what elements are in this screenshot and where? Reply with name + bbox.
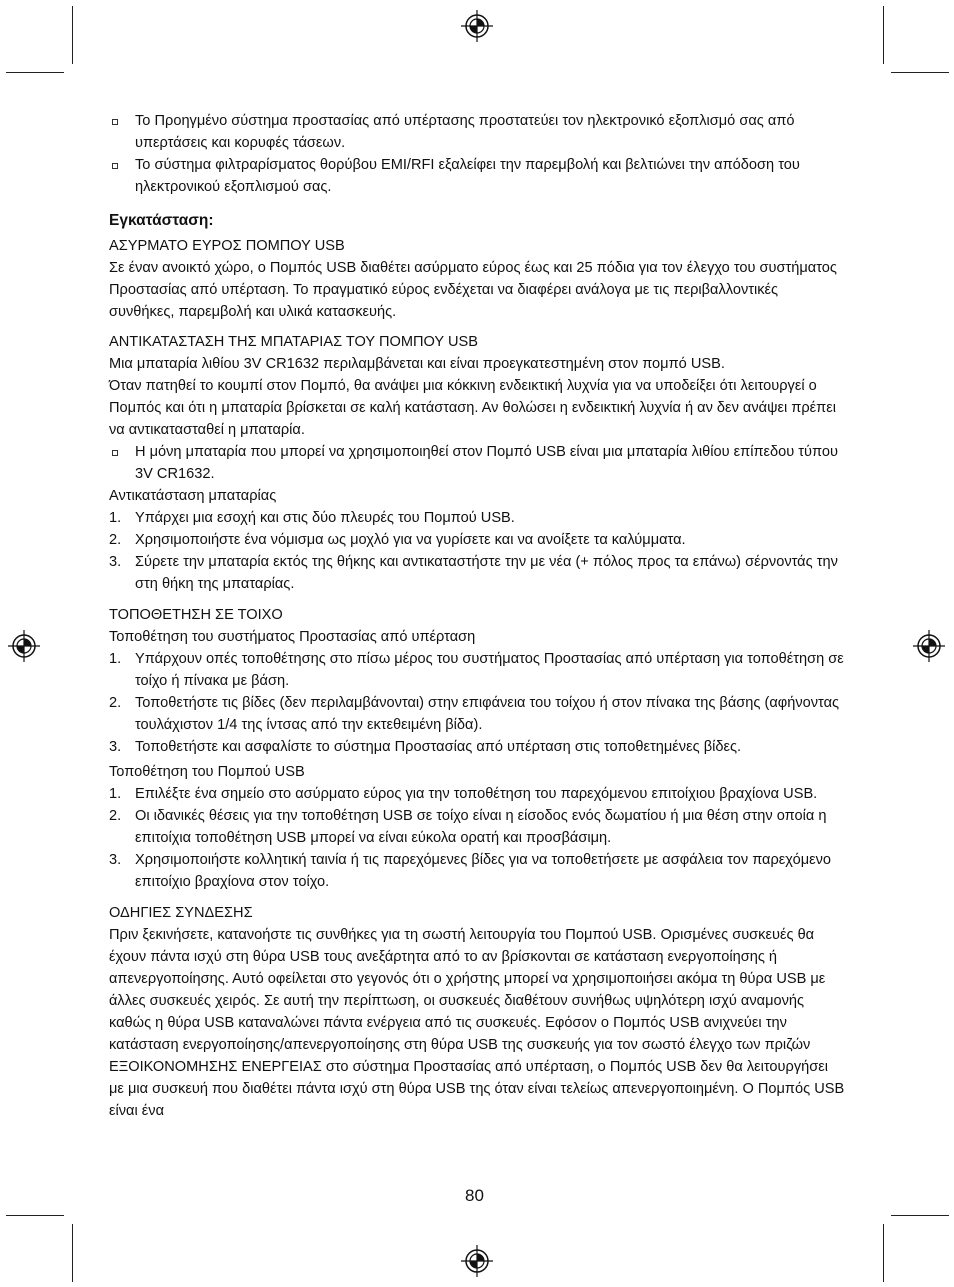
registration-mark-icon (913, 630, 945, 662)
registration-mark-icon (461, 10, 493, 42)
list-item (109, 529, 846, 551)
step-text: Οι ιδανικές θέσεις για την τοποθέτηση USB σε τοίχο είναι η είσοδος ενός δωματίου ή μια θέση στην οποία η επιτοίχια τοποθέτηση USB μπορεί να είναι εύκολα ορατή και προσβάσιμη. (135, 808, 827, 846)
battery-steps (109, 507, 846, 595)
protector-mount-steps (109, 648, 846, 758)
step-text: Χρησιμοποιήστε κολλητική ταινία ή τις παρεχόμενες βίδες για να τοποθετήσετε με ασφάλεια τον παρεχόμενο επιτοίχιο βραχίονα στον τοίχο. (135, 852, 832, 890)
crop-mark (891, 1215, 949, 1216)
step-number: 3. (109, 739, 122, 755)
paragraph: Μια μπαταρία λιθίου 3V CR1632 περιλαμβάνεται και είναι προεγκατεστημένη στον πομπό USB. (109, 356, 725, 372)
subsection-title: ΤΟΠΟΘΕΤΗΣΗ ΣΕ ΤΟΙΧΟ (109, 607, 283, 623)
step-number: 2. (109, 532, 122, 548)
list-item (109, 692, 846, 736)
subsection-title: ΑΣΥΡΜΑΤΟ ΕΥΡΟΣ ΠΟΜΠΟΥ USB (109, 238, 345, 254)
crop-mark (72, 1224, 73, 1282)
list-item (109, 849, 846, 893)
list-item (109, 507, 846, 529)
crop-mark (883, 1224, 884, 1282)
crop-mark (6, 1215, 64, 1216)
subsection-title: ΟΔΗΓΙΕΣ ΣΥΝΔΕΣΗΣ (109, 905, 253, 921)
list-item: Το Προηγμένο σύστημα προστασίας από υπέρτασης προστατεύει τον ηλεκτρονικό εξοπλισμό σας από υπερτάσεις και κορυφές τάσεων. (109, 110, 846, 154)
step-text: Επιλέξτε ένα σημείο στο ασύρματο εύρος για την τοποθέτηση του παρεχόμενου επιτοίχιου βραχίονα USB. (135, 786, 818, 802)
transmitter-mount-steps (109, 783, 846, 893)
list-item (109, 783, 846, 805)
crop-mark (883, 6, 884, 64)
crop-mark (891, 72, 949, 73)
step-number: 2. (109, 695, 122, 711)
list-item: Η μόνη μπαταρία που μπορεί να χρησιμοποιηθεί στον Πομπό USB είναι μια μπαταρία λιθίου επίπεδου τύπου 3V CR1632. (109, 441, 846, 485)
list-item (109, 648, 846, 692)
list-item (109, 805, 846, 849)
document-body (109, 110, 846, 1122)
crop-mark (6, 72, 64, 73)
page-number: 80 (465, 1186, 484, 1205)
registration-mark-icon (461, 1245, 493, 1277)
step-text: Χρησιμοποιήστε ένα νόμισμα ως μοχλό για να γυρίσετε και να ανοίξετε τα καλύμματα. (135, 532, 686, 548)
paragraph-title: Αντικατάσταση μπαταρίας (109, 488, 277, 504)
step-text: Υπάρχουν οπές τοποθέτησης στο πίσω μέρος του συστήματος Προστασίας από υπέρταση για τοποθέτηση σε τοίχο ή πίνακα με βάση. (135, 651, 844, 689)
battery-bullet-list (109, 441, 846, 485)
crop-mark (72, 6, 73, 64)
intro-bullet-list (109, 110, 846, 198)
registration-mark-icon (8, 630, 40, 662)
paragraph: Πριν ξεκινήσετε, κατανοήστε τις συνθήκες για τη σωστή λειτουργία του Πομπού USB. Ορισμένες συσκευές θα έχουν πάντα ισχύ στη θύρα USB τους ανεξάρτητα από το αν βρίσκονται σε κατάσταση ενεργοποίησης ή απενεργοποίησης. Αυτό οφείλεται στο γεγονός ότι ο χρήστης μπορεί να χρησιμοποιήσει ακόμα τη θύρα USB με άλλες συσκευές χειρός. Σε αυτή την περίπτωση, οι συσκευές διαθέτουν συνήθως υψηλότερη ισχύ αναμονής καθώς η θύρα USB καταναλώνει πάντα ενέργεια από τις συσκευές. Εφόσον ο Πομπός USB ανιχνεύει την κατάσταση ενεργοποίησης/απενεργοποίησης στη θύρα USB της συσκευής για τον σωστό έλεγχο των πριζών ΕΞΟΙΚΟΝΟΜΗΣΗΣ ΕΝΕΡΓΕΙΑΣ στο σύστημα Προστασίας από υπέρταση, ο Πομπός USB δεν θα λειτουργήσει με μια συσκευή που διαθέτει πάντα ισχύ στη θύρα USB της όταν είναι τελείως απενεργοποιημένη. Ο Πομπός USB είναι ένα (109, 927, 845, 1119)
paragraph: Όταν πατηθεί το κουμπί στον Πομπό, θα ανάψει μια κόκκινη ενδεικτική λυχνία για να υποδείξει ότι λειτουργεί ο Πομπός και ότι η μπαταρία βρίσκεται σε καλή κατάσταση. Αν θολώσει η ενδεικτική λυχνία ή αν δεν ανάψει πρέπει να αντικατασταθεί η μπαταρία. (109, 378, 836, 438)
step-text: Σύρετε την μπαταρία εκτός της θήκης και αντικαταστήστε την με νέα (+ πόλος προς τα επάνω) σέρνοντάς την στη θήκη της μπαταρίας. (135, 554, 838, 592)
step-number: 1. (109, 786, 122, 802)
step-number: 3. (109, 852, 122, 868)
step-number: 1. (109, 651, 122, 667)
step-text: Υπάρχει μια εσοχή και στις δύο πλευρές του Πομπού USB. (135, 510, 515, 526)
paragraph: Σε έναν ανοικτό χώρο, ο Πομπός USB διαθέτει ασύρματο εύρος έως και 25 πόδια για τον έλεγχο του συστήματος Προστασίας από υπέρταση. Το πραγματικό εύρος ενδέχεται να διαφέρει ανάλογα με τις περιβαλλοντικές συνθήκες, παρεμβολή και υλικά κατασκευής. (109, 260, 837, 320)
step-number: 1. (109, 510, 122, 526)
subsection-title: ΑΝΤΙΚΑΤΑΣΤΑΣΗ ΤΗΣ ΜΠΑΤΑΡΙΑΣ ΤΟΥ ΠΟΜΠΟΥ USB (109, 334, 478, 350)
section-heading: Εγκατάσταση: (109, 212, 214, 229)
step-number: 2. (109, 808, 122, 824)
list-item: Το σύστημα φιλτραρίσματος θορύβου EMI/RFI εξαλείφει την παρεμβολή και βελτιώνει την απόδοση του ηλεκτρονικού εξοπλισμού σας. (109, 154, 846, 198)
list-item (109, 736, 846, 758)
paragraph-title: Τοποθέτηση του Πομπού USB (109, 764, 305, 780)
step-number: 3. (109, 554, 122, 570)
paragraph-title: Τοποθέτηση του συστήματος Προστασίας από υπέρταση (109, 629, 476, 645)
step-text: Τοποθετήστε τις βίδες (δεν περιλαμβάνονται) στην επιφάνεια του τοίχου ή στον πίνακα της βάσης (αφήνοντας τουλάχιστον 1/4 της ίντσας από την εκτεθειμένη βίδα). (135, 695, 840, 733)
step-text: Τοποθετήστε και ασφαλίστε το σύστημα Προστασίας από υπέρταση στις τοποθετημένες βίδες. (135, 739, 742, 755)
list-item (109, 551, 846, 595)
